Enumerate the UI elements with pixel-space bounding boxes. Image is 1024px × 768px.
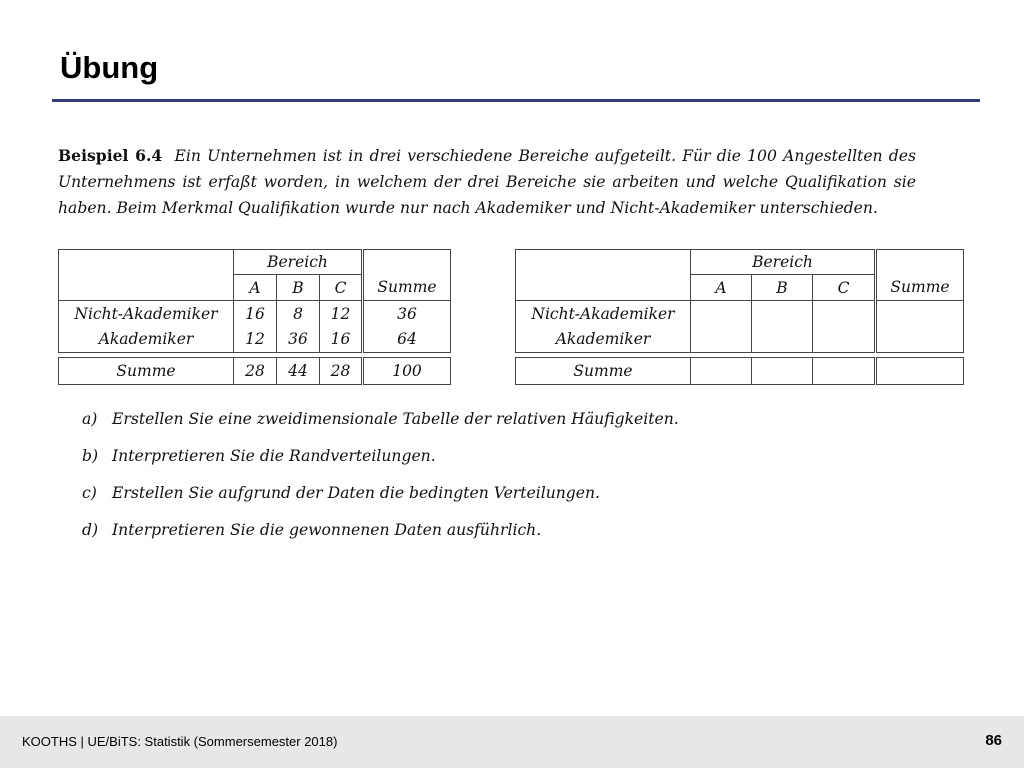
column-header-a: A [234,275,277,301]
table-cell: 16 [320,327,363,353]
column-header-sum: Summe [876,275,964,301]
row-sum: 64 [363,327,451,353]
list-item [82,517,679,554]
task-text: Interpretieren Sie die Randverteilungen. [112,447,436,465]
slide-title: Übung [60,50,159,85]
task-text: Erstellen Sie aufgrund der Daten die bedingten Verteilungen. [112,484,601,502]
task-label: c) [82,484,97,502]
frequency-table-filled [58,249,451,353]
corner-cell [59,275,234,301]
row-label: Nicht-Akademiker [59,301,234,327]
table-cell: 8 [277,301,320,327]
list-item [82,443,679,480]
column-header-a: A [691,275,752,301]
task-label: b) [82,447,99,465]
empty-header-cell [363,250,451,275]
group-header: Bereich [691,250,876,275]
problem-heading: Beispiel 6.4 [58,146,163,165]
summe-row-filled [58,357,451,385]
empty-cell [691,327,752,353]
table-cell: 36 [277,327,320,353]
empty-cell [876,327,964,353]
empty-header-cell [876,250,964,275]
task-list [82,406,679,554]
footer-text: KOOTHS | UE/BiTS: Statistik (Sommersemester 2018) [22,734,338,749]
total-label: Summe [516,358,691,385]
corner-cell [516,250,691,275]
total-cell: 28 [320,358,363,385]
total-label: Summe [59,358,234,385]
group-header: Bereich [234,250,363,275]
problem-text: Ein Unternehmen ist in drei verschiedene Bereiche aufgeteilt. Für die 100 Angestellten des Unternehmens ist erfaßt worden, in welchem der drei Bereiche sie arbeiten und welche Qualifikation sie haben. Beim Merkmal Qualifikation wurde nur nach Akademiker und Nicht-Akademiker unterschieden. [58,147,916,217]
empty-cell [691,301,752,327]
task-text: Interpretieren Sie die gewonnenen Daten ausführlich. [112,521,542,539]
empty-cell [752,301,813,327]
row-sum: 36 [363,301,451,327]
total-cell: 44 [277,358,320,385]
row-label: Akademiker [516,327,691,353]
column-header-b: B [277,275,320,301]
corner-cell [516,275,691,301]
column-header-sum: Summe [363,275,451,301]
row-label: Nicht-Akademiker [516,301,691,327]
table-cell: 12 [320,301,363,327]
corner-cell [59,250,234,275]
summe-row-empty [515,357,964,385]
column-header-b: B [752,275,813,301]
empty-cell [876,358,964,385]
column-header-c: C [813,275,876,301]
list-item [82,406,679,443]
grand-total: 100 [363,358,451,385]
column-header-c: C [320,275,363,301]
task-label: a) [82,410,98,428]
task-text: Erstellen Sie eine zweidimensionale Tabelle der relativen Häufigkeiten. [112,410,679,428]
task-label: d) [82,521,99,539]
empty-cell [813,358,876,385]
list-item [82,480,679,517]
title-divider [52,99,980,102]
frequency-table-empty [515,249,964,353]
empty-cell [813,327,876,353]
empty-cell [752,327,813,353]
row-label: Akademiker [59,327,234,353]
table-cell: 12 [234,327,277,353]
empty-cell [752,358,813,385]
page-number: 86 [985,732,1002,749]
table-cell: 16 [234,301,277,327]
total-cell: 28 [234,358,277,385]
empty-cell [813,301,876,327]
problem-statement [58,143,916,221]
empty-cell [691,358,752,385]
empty-cell [876,301,964,327]
